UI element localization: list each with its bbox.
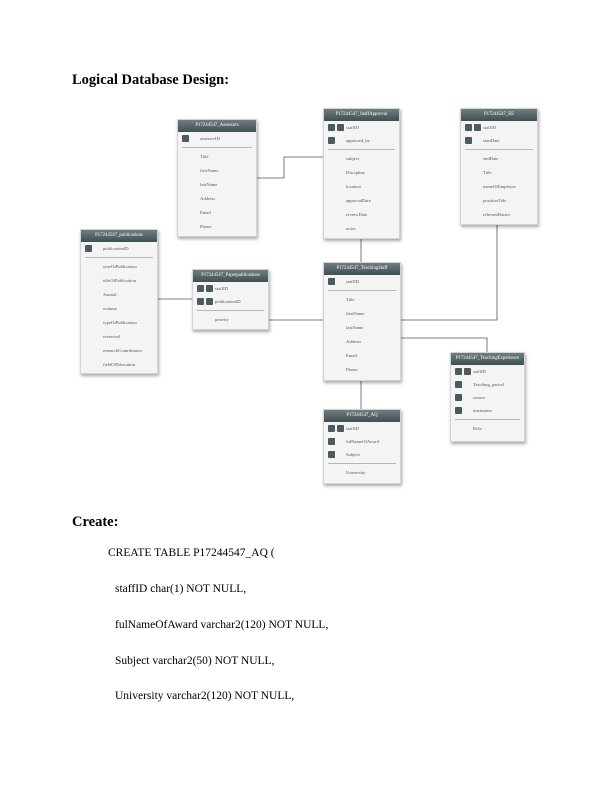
key-icon <box>328 438 335 445</box>
attribute-field: nameOfEmployer <box>483 184 516 189</box>
field-label: startDate <box>483 138 500 143</box>
section-heading-logical: Logical Database Design: <box>72 72 230 88</box>
key-field <box>324 435 400 448</box>
attribute-field: approvalDate <box>346 198 371 203</box>
key-icon <box>85 245 92 252</box>
key-icon <box>206 285 213 292</box>
attribute-field: Address <box>346 339 362 344</box>
entity-title: P17244547_EE <box>461 109 537 121</box>
attribute-field: lastName <box>200 182 218 187</box>
entity-aq <box>323 409 401 484</box>
field-label: Subject <box>346 452 360 457</box>
key-separator <box>328 290 396 291</box>
entity-title: P17244547_AQ <box>324 410 400 422</box>
attribute-field: positionTitle <box>483 198 507 203</box>
key-field <box>178 132 256 145</box>
key-icon <box>328 124 335 131</box>
entity-title: P17244547_publications <box>81 230 157 242</box>
key-separator <box>465 149 533 150</box>
attribute-field: volume <box>103 306 117 311</box>
entity-teaching-experience <box>450 352 525 442</box>
attribute-field: reviewed <box>103 334 120 339</box>
attribute-field: firstName <box>200 168 219 173</box>
attribute-field: Title <box>200 154 209 159</box>
attribute-field: reviewDate <box>346 212 368 217</box>
attribute-field: priority <box>215 317 229 322</box>
attribute-field: Phone <box>346 367 358 372</box>
key-separator <box>182 147 252 148</box>
attribute-field: Email <box>200 210 211 215</box>
entity-teaching-staff <box>323 262 401 381</box>
attribute-field: Title <box>346 297 355 302</box>
key-separator <box>197 310 264 311</box>
key-icon <box>337 124 344 131</box>
attribute-field: Role <box>473 426 482 431</box>
key-field <box>324 121 399 134</box>
key-field <box>324 422 400 435</box>
attribute-field: Address <box>200 196 216 201</box>
key-icon <box>328 137 335 144</box>
field-label: assessorID <box>200 136 220 141</box>
attribute-field: Email <box>346 353 357 358</box>
field-label: publicationID <box>215 299 241 304</box>
attribute-field: relevantDuties <box>483 212 510 217</box>
key-icon <box>464 368 471 375</box>
field-label: staffID <box>215 286 228 291</box>
key-icon <box>474 124 481 131</box>
field-label: staffID <box>346 279 359 284</box>
attribute-field: yearOfPublication <box>103 264 137 269</box>
entity-staff-approval <box>323 108 400 239</box>
entity-title: P17244547_Assessors <box>178 120 256 132</box>
key-icon <box>206 298 213 305</box>
attribute-field: subject <box>346 156 360 161</box>
key-field <box>461 134 537 147</box>
rel-teaching-experience <box>400 338 487 352</box>
attribute-field: Phone <box>200 224 212 229</box>
attribute-field: fieldOfEducation <box>103 362 135 367</box>
key-field <box>81 242 157 255</box>
field-label: approved_by <box>346 138 370 143</box>
key-icon <box>455 368 462 375</box>
attribute-field: titleOfPublication <box>103 278 136 283</box>
sql-line: CREATE TABLE P17244547_AQ ( <box>108 547 275 559</box>
sql-line: University varchar2(120) NOT NULL, <box>115 690 295 702</box>
entity-title: P17244547_TeachingExperience <box>451 353 524 365</box>
attribute-field: researchContribution <box>103 348 142 353</box>
attribute-field: endDate <box>483 156 499 161</box>
key-separator <box>455 419 520 420</box>
rel-ee-teaching <box>400 224 497 320</box>
key-icon <box>455 394 462 401</box>
key-icon <box>465 124 472 131</box>
key-icon <box>197 285 204 292</box>
key-field <box>451 404 524 417</box>
field-label: staffID <box>483 125 496 130</box>
entity-assessors <box>177 119 257 237</box>
section-heading-create: Create: <box>72 514 119 530</box>
key-field <box>324 448 400 461</box>
field-label: publicationID <box>103 246 129 251</box>
attribute-field: notes <box>346 226 356 231</box>
field-label: staffID <box>346 125 359 130</box>
key-separator <box>328 149 395 150</box>
key-icon <box>182 135 189 142</box>
key-icon <box>465 137 472 144</box>
attribute-field: lastName <box>346 325 364 330</box>
key-separator <box>328 463 396 464</box>
field-label: staffID <box>346 426 359 431</box>
key-icon <box>328 425 335 432</box>
key-separator <box>85 257 153 258</box>
entity-title: P17244547_Paperpublications <box>193 270 268 282</box>
attribute-field: Discipline <box>346 170 365 175</box>
field-label: fulNameOfAward <box>346 439 379 444</box>
attribute-field: Journal <box>103 292 117 297</box>
field-label: course <box>473 395 485 400</box>
key-field <box>451 391 524 404</box>
sql-line: fulNameOfAward varchar2(120) NOT NULL, <box>115 619 329 631</box>
entity-paper-publications <box>192 269 269 330</box>
field-label: Teaching_period <box>473 382 504 387</box>
key-field <box>451 378 524 391</box>
key-field <box>193 282 268 295</box>
entity-title: P17244547_StaffApproval <box>324 109 399 121</box>
field-label: institution <box>473 408 492 413</box>
key-field <box>451 365 524 378</box>
key-field <box>324 134 399 147</box>
attribute-field: University <box>346 470 366 475</box>
attribute-field: firstName <box>346 311 365 316</box>
attribute-field: typeOfPublication <box>103 320 137 325</box>
attribute-field: Title <box>483 170 492 175</box>
key-icon <box>455 381 462 388</box>
key-icon <box>328 451 335 458</box>
rel-assessors-approval <box>257 157 323 178</box>
key-field <box>193 295 268 308</box>
entity-publications <box>80 229 158 374</box>
entity-title: P17244547_TeachingStaff <box>324 263 400 275</box>
attribute-field: location <box>346 184 361 189</box>
sql-line: staffID char(1) NOT NULL, <box>115 583 247 595</box>
field-label: staffID <box>473 369 486 374</box>
key-field <box>324 275 400 288</box>
key-icon <box>328 278 335 285</box>
sql-line: Subject varchar2(50) NOT NULL, <box>115 655 275 667</box>
key-icon <box>197 298 204 305</box>
key-field <box>461 121 537 134</box>
key-icon <box>337 425 344 432</box>
entity-ee <box>460 108 538 225</box>
key-icon <box>455 407 462 414</box>
